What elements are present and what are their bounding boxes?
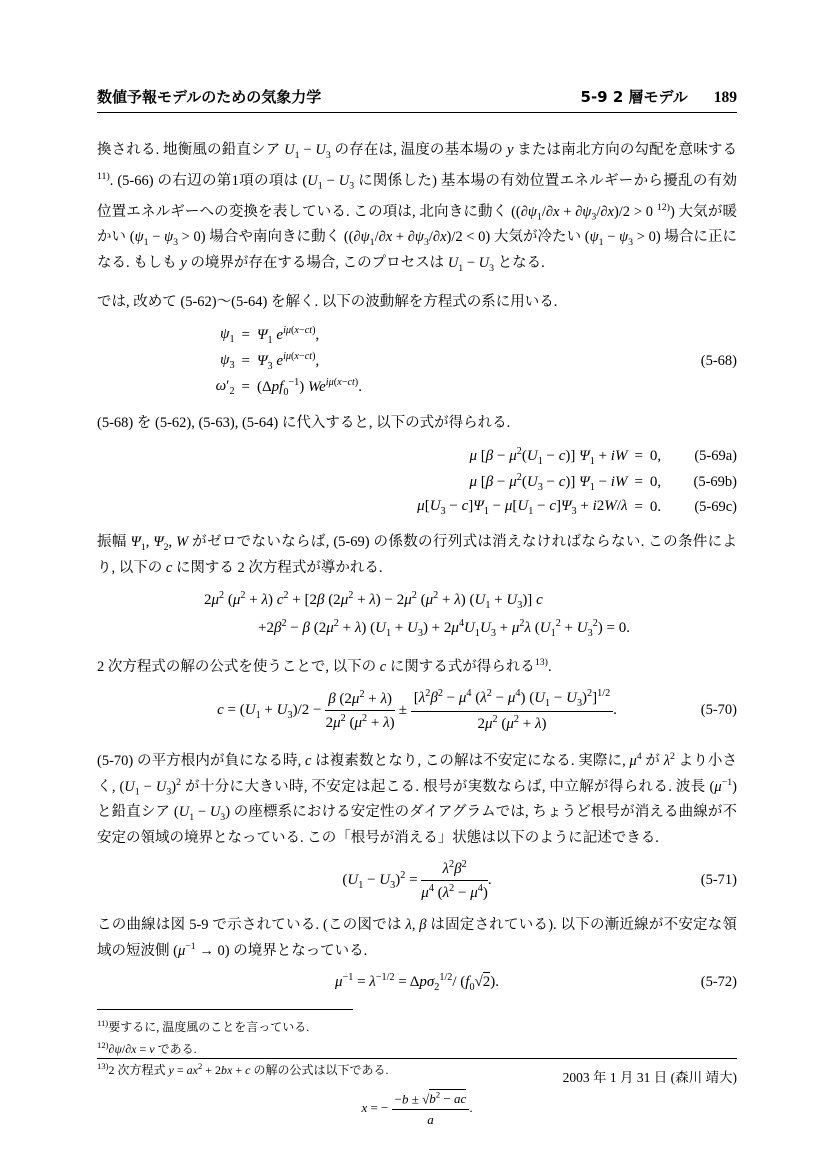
equation-lhs: μ $[\beta - \mu^2(U_3 - c)]$ $\Psi_1$ − iW [469, 471, 628, 493]
equation-row [97, 348, 737, 374]
section-heading: 5-9 2 層モデル [580, 88, 688, 106]
equation-label: (5-72) [700, 974, 737, 991]
paragraph-1: 換される. 地衡風の鉛直シア $U_1 - U_3$ の存在は, 温度の基本場の y または南北方向の勾配を意味する$^{11)}$. (5-66) の右辺の第1項の項は ($U_1 - U_3$ に関係した) 基本場の有効位置エネルギーから擾乱の有効位置エネルギーへの変換を表している. この項は, 北向きに動く ($(\partial\psi_1/\partial x + \partial\psi_3/\partial x)/2 > 0$ $^{12)}$) 大気が暖かい $(\psi_1 - \psi_3 > 0)$ 場合や南向きに動く $((\partial\psi_1/\partial x + \partial\psi_3/\partial x)/2 < 0)$ 大気が冷たい $(\psi_1 - \psi_3 > 0)$ 場合に正になる. もしも y の境界が存在する場合, このプロセスは $U_1 - U_3$ となる. [97, 142, 738, 275]
equation-body: $\mu^{-1} = \lambda^{-1/2} = \Delta p\sigma_2^{1/2}/$ $(f_0√2)$. [334, 972, 500, 994]
running-title: 数値予報モデルのための気象力学 [97, 88, 322, 106]
footer-date-author: 2003 年 1 月 31 日 (森川 靖大) [562, 1070, 737, 1085]
equation-row [97, 374, 737, 400]
paragraph-4: 振幅 $\Psi_1$, $\Psi_2$, W がゼロでないならば, (5-69) の係数の行列式は消えなければならない. この条件により, 以下の c に関する 2 次方程式が導かれる. [97, 534, 738, 576]
paragraph-5: 2 次方程式の解の公式を使うことで, 以下の c に関する式が得られる$^{13)}$. [97, 657, 552, 675]
equation-5-71 [97, 859, 737, 902]
equation-label [675, 322, 737, 348]
equation-body: $c = (U_1 + U_3)/2$ − $\frac{\beta (2\mu^2 + \lambda)}{2\mu^2 (\mu^2 + \lambda)}$ ± $\frac{[\lambda^2\beta^2 - \mu^4 (\lambda^2 - \mu^4) (U_1 - U_3)^2]^{1/2}}{2\mu^2 (\mu^2 + \lambda)}$ . [217, 687, 617, 732]
paragraph-7: この曲線は図 5-9 で示されている. (この図では λ, β は固定されている). 以下の漸近線が不安定な領域の短波側 $(\mu^{-1} \to 0)$ の境界となっている. [97, 917, 738, 960]
equation-line-2: $+2\beta^2 - \beta$ $(2\mu^2 + \lambda) (U_1 + U_3) + 2\mu^4U_1U_3 + \mu^2\lambda$ $(U_1^2 + U_3^2) = 0$. [258, 618, 630, 639]
equation-lhs: μ $[\beta - \mu^2(U_1 - c)]$ $\Psi_1$ + iW [469, 445, 628, 467]
equation-label: (5-69a) [694, 447, 737, 464]
equation-rhs: $\Psi_3$ $e^{i\mu(x-ct)}$, [257, 350, 320, 372]
equation-5-69 [97, 443, 737, 519]
footer-rule [97, 1058, 737, 1059]
footnote-text: ∂ψ/∂x = v である. [108, 1041, 197, 1056]
footnote-marker: 11) [97, 1018, 109, 1029]
equation-label: (5-69c) [694, 498, 737, 515]
equation-relation: = [634, 498, 643, 515]
footnote-text: 2 次方程式 $y = ax^2 + 2bx + c$ の解の公式は以下である. [108, 1061, 389, 1078]
paragraph-3: (5-68) を (5-62), (5-63), (5-64) に代入すると, 以下の式が得られる. [97, 415, 511, 432]
equation-row [97, 443, 737, 469]
equation-rhs: 0, [649, 447, 662, 464]
equation-body [204, 590, 630, 639]
page-number: 189 [713, 89, 737, 106]
paragraph-2: では, 改めて (5-62)〜(5-64) を解く. 以下の波動解を方程式の系に用いる. [97, 294, 558, 311]
equation-rhs: (Δpf$_0^{-1}$) $We^{i\mu(x-ct)}$. [257, 376, 362, 398]
footnote-11 [97, 1015, 737, 1037]
equation-row [97, 322, 737, 348]
equation-body: $(U_1 - U_3)^2$ = $\frac{\lambda^2\beta^2}{\mu^4 (\lambda^2 - \mu^4)}$ . [342, 859, 492, 902]
equation-label: (5-71) [700, 872, 737, 889]
footnote-equation: x = − $\frac{-b \pm √b^2 - ac}{a}$ . [361, 1089, 473, 1127]
equation-lhs: $\psi_1$ [220, 325, 235, 345]
equation-relation: = [634, 447, 643, 464]
footnote-marker: 12) [97, 1039, 109, 1050]
document-body [97, 140, 737, 1128]
equation-relation: = [241, 326, 250, 343]
equation-quadratic [97, 590, 737, 639]
equation-5-72 [97, 972, 737, 993]
equation-lhs: $\psi_3$ [220, 351, 235, 371]
paragraph-6: (5-70) の平方根内が負になる時, c は複素数となり, この解は不安定になる. 実際に, $\mu^4$ が $\lambda^2$ より小さく, $(U_1 - U_3)^2$ が十分に大きい時, 不安定は起こる. 根号が実数ならば, 中立解が得られる. 波長 $(\mu^{-1})$ と鉛直シア $(U_1 - U_3)$ の座標系における安定性のダイアグラムでは, ちょうど根号が消える曲線が不安定の領域の境界となっている. この「根号が消える」状態は以下のように記述できる. [97, 750, 737, 847]
equation-label: (5-69b) [693, 473, 737, 490]
equation-label [675, 374, 737, 400]
footnote-marker: 13) [97, 1061, 109, 1072]
equation-label: (5-70) [700, 701, 737, 718]
equation-relation: = [241, 378, 250, 395]
footnote-rule [97, 1009, 353, 1010]
header-rule [97, 112, 737, 113]
equation-row [97, 495, 737, 519]
equation-rhs: 0, [649, 473, 662, 490]
page-header [97, 86, 737, 107]
equation-5-68 [97, 322, 737, 400]
equation-row [97, 469, 737, 495]
equation-lhs: $\mu[U_3 - c]\Psi_1 - \mu[U_1 - c]\Psi_3 + i2W/\lambda$ [417, 497, 628, 517]
header-right [581, 86, 737, 107]
equation-label: (5-68) [700, 352, 737, 369]
equation-relation: = [241, 352, 250, 369]
equation-rhs: $\Psi_1$ $e^{i\mu(x-ct)}$, [257, 324, 320, 346]
equation-rhs: 0. [649, 498, 662, 515]
equation-lhs: $\omega'_2$ [215, 377, 235, 397]
page-footer [97, 1058, 737, 1086]
equation-5-70 [97, 688, 737, 733]
footnote-12 [97, 1037, 737, 1059]
footnote-text: 要するに, 温度風のことを言っている. [108, 1020, 310, 1035]
equation-line-1: $2\mu^2$ $(\mu^2 + \lambda) c^2 + [2\beta$ $(2\mu^2 + \lambda) - 2\mu^2$ $(\mu^2 + \lambda) (U_1 + U_3)$] c [204, 590, 543, 611]
equation-relation: = [634, 473, 643, 490]
